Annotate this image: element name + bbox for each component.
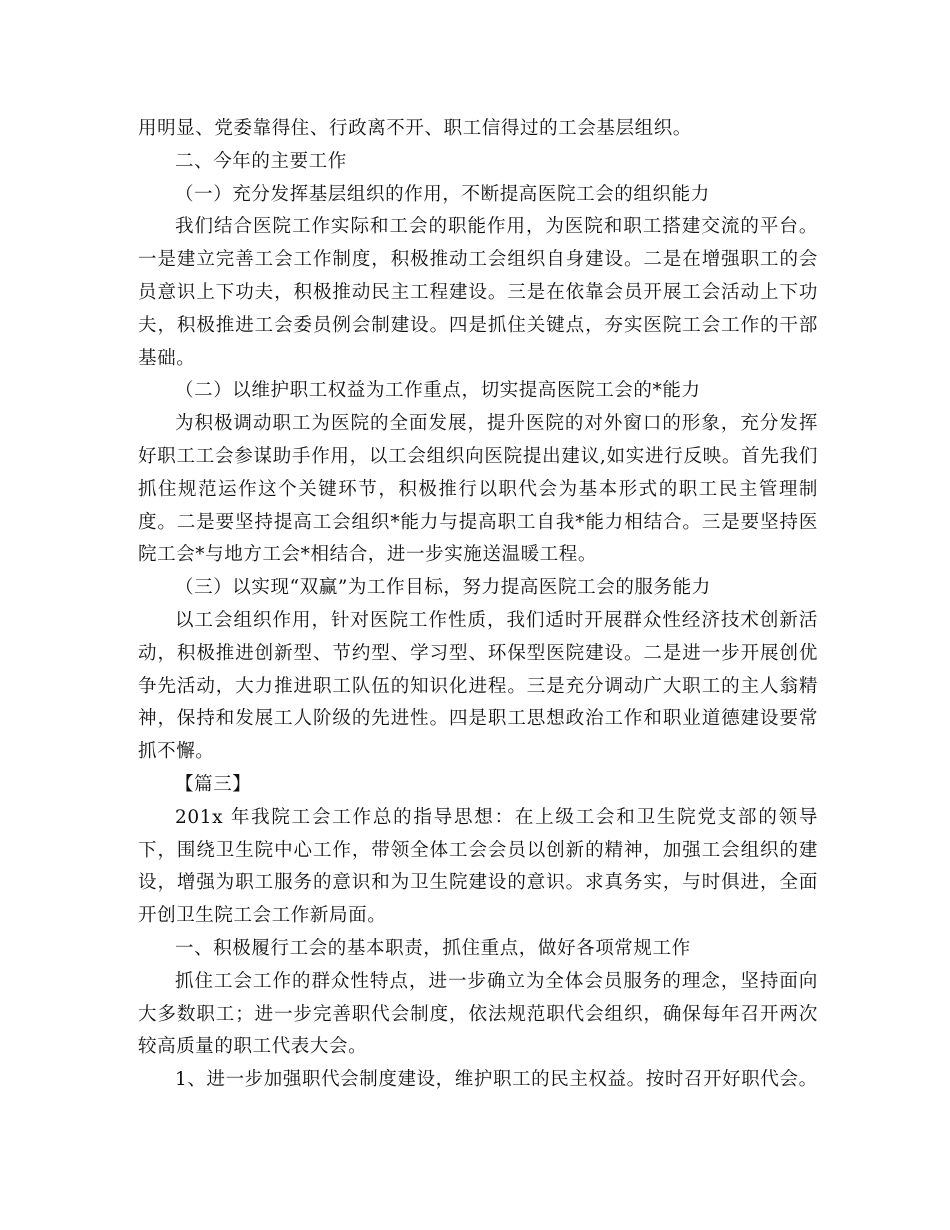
subheading-1: （一）充分发挥基层组织的作用，不断提高医院工会的组织能力	[175, 183, 710, 205]
paragraph: 我们结合医院工作实际和工会的职能作用，为医院和职工搭建交流的平台。一是建立完善工会工作制度，积极推动工会组织自身建设。二是在增强职工的会员意识上下功夫，积极推动民主工程建设。三是在依靠会员开展工会活动上下功夫，积极推进工会委员例会制建设。四是抓住关键点，夯实医院工会工作的干部基础。	[138, 216, 818, 369]
paragraph: 201x 年我院工会工作总的指导思想：在上级工会和卫生院党支部的领导下，围绕卫生院中心工作，带领全体工会会员以创新的精神，加强工会组织的建设，增强为职工服务的意识和为卫生院建设的意识。求真务实，与时俱进，全面开创卫生院工会工作新局面。	[138, 806, 818, 927]
paragraph: 抓住工会工作的群众性特点，进一步确立为全体会员服务的理念，坚持面向大多数职工；进一步完善职代会制度，依法规范职代会组织，确保每年召开两次较高质量的职工代表大会。	[138, 970, 818, 1058]
paragraph: 1、进一步加强职代会制度建设，维护职工的民主权益。按时召开好职代会。	[175, 1069, 818, 1091]
document-body	[138, 113, 818, 1097]
paragraph-continuation: 用明显、党委靠得住、行政离不开、职工信得过的工会基层组织。	[138, 118, 692, 139]
subheading-3: （三）以实现“双赢”为工作目标，努力提高医院工会的服务能力	[175, 577, 711, 599]
paragraph: 为积极调动职工为医院的全面发展，提升医院的对外窗口的形象，充分发挥好职工工会参谋助手作用，以工会组织向医院提出建议,如实进行反映。首先我们抓住规范运作这个关键环节，积极推行以职代会为基本形式的职工民主管理制度。二是要坚持提高工会组织*能力与提高职工自我*能力相结合。三是要坚持医院工会*与地方工会*相结合，进一步实施送温暖工程。	[138, 413, 818, 566]
paragraph: 以工会组织作用，针对医院工作性质，我们适时开展群众性经济技术创新活动，积极推进创新型、节约型、学习型、环保型医院建设。二是进一步开展创优争先活动，大力推进职工队伍的知识化进程。三是充分调动广大职工的主人翁精神，保持和发展工人阶级的先进性。四是职工思想政治工作和职业道德建设要常抓不懈。	[138, 609, 818, 763]
subheading-2: （二）以维护职工权益为工作重点，切实提高医院工会的*能力	[175, 380, 701, 402]
section-heading-duties: 一、积极履行工会的基本职责，抓住重点，做好各项常规工作	[175, 937, 691, 959]
section-marker-part-three: 【篇三】	[175, 773, 252, 795]
section-heading-main-work: 二、今年的主要工作	[175, 150, 347, 172]
